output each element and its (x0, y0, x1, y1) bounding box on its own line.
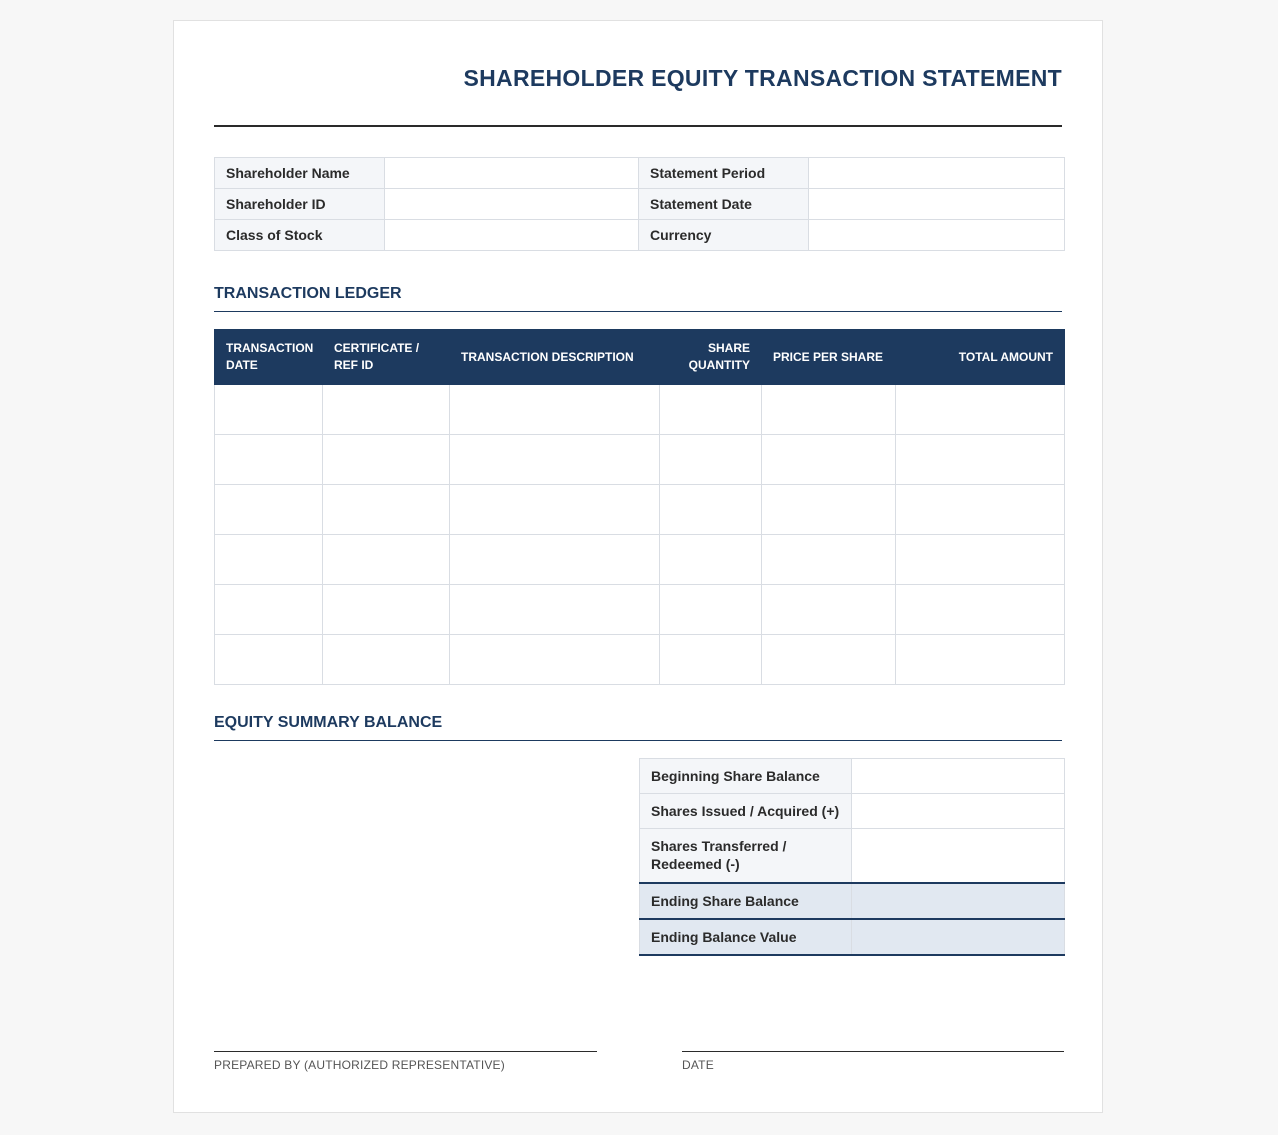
ledger-cell[interactable] (215, 435, 323, 485)
statement-page (173, 20, 1103, 1113)
ledger-cell[interactable] (762, 585, 896, 635)
info-row (215, 189, 1065, 220)
ledger-cell[interactable] (896, 585, 1065, 635)
shareholder-name-field[interactable] (385, 158, 639, 189)
column-header-transaction-date: TRANSACTION DATE (215, 330, 323, 385)
table-row (215, 485, 1065, 535)
currency-label: Currency (639, 220, 809, 251)
ledger-cell[interactable] (896, 535, 1065, 585)
ledger-cell[interactable] (762, 635, 896, 685)
ending-share-balance-field[interactable] (852, 883, 1065, 919)
class-of-stock-field[interactable] (385, 220, 639, 251)
date-signature-line[interactable]: DATE (682, 1051, 1064, 1072)
ledger-cell[interactable] (215, 535, 323, 585)
ledger-cell[interactable] (215, 585, 323, 635)
summary-row (640, 829, 1065, 883)
ledger-cell[interactable] (896, 435, 1065, 485)
shareholder-id-field[interactable] (385, 189, 639, 220)
transaction-ledger-heading: TRANSACTION LEDGER (214, 285, 1062, 312)
ledger-cell[interactable] (450, 435, 660, 485)
table-row (215, 535, 1065, 585)
ledger-cell[interactable] (762, 385, 896, 435)
ledger-cell[interactable] (450, 485, 660, 535)
ledger-cell[interactable] (323, 535, 450, 585)
summary-total-row (640, 919, 1065, 955)
ledger-cell[interactable] (215, 385, 323, 435)
ledger-cell[interactable] (323, 485, 450, 535)
shareholder-info-table (214, 157, 1065, 251)
class-of-stock-label: Class of Stock (215, 220, 385, 251)
title-divider (214, 125, 1062, 127)
column-header-price-per-share: PRICE PER SHARE (762, 330, 896, 385)
document-title: SHAREHOLDER EQUITY TRANSACTION STATEMENT (463, 65, 1062, 91)
summary-row (640, 794, 1065, 829)
currency-field[interactable] (809, 220, 1065, 251)
column-header-total-amount: TOTAL AMOUNT (896, 330, 1065, 385)
shareholder-name-label: Shareholder Name (215, 158, 385, 189)
ledger-cell[interactable] (896, 385, 1065, 435)
ending-balance-value-label: Ending Balance Value (640, 919, 852, 955)
beginning-share-balance-label: Beginning Share Balance (640, 759, 852, 794)
ledger-cell[interactable] (896, 635, 1065, 685)
equity-summary-table (639, 758, 1065, 956)
table-row (215, 385, 1065, 435)
transaction-ledger-table (214, 329, 1065, 685)
ledger-cell[interactable] (660, 485, 762, 535)
table-row (215, 635, 1065, 685)
ledger-cell[interactable] (660, 385, 762, 435)
ledger-cell[interactable] (660, 435, 762, 485)
statement-period-label: Statement Period (639, 158, 809, 189)
ledger-cell[interactable] (323, 385, 450, 435)
ledger-cell[interactable] (450, 385, 660, 435)
table-row (215, 585, 1065, 635)
column-header-transaction-description: TRANSACTION DESCRIPTION (450, 330, 660, 385)
ledger-cell[interactable] (660, 585, 762, 635)
summary-row (640, 759, 1065, 794)
ledger-cell[interactable] (323, 585, 450, 635)
shares-transferred-field[interactable] (852, 829, 1065, 883)
shares-issued-label: Shares Issued / Acquired (+) (640, 794, 852, 829)
column-header-share-quantity: SHARE QUANTITY (660, 330, 762, 385)
statement-date-field[interactable] (809, 189, 1065, 220)
ledger-cell[interactable] (323, 435, 450, 485)
ledger-cell[interactable] (450, 535, 660, 585)
summary-total-row (640, 883, 1065, 919)
shares-issued-field[interactable] (852, 794, 1065, 829)
ledger-cell[interactable] (215, 485, 323, 535)
ledger-cell[interactable] (762, 485, 896, 535)
column-header-certificate-ref-id: CERTIFICATE / REF ID (323, 330, 450, 385)
ending-share-balance-label: Ending Share Balance (640, 883, 852, 919)
info-row (215, 220, 1065, 251)
ledger-cell[interactable] (660, 635, 762, 685)
beginning-share-balance-field[interactable] (852, 759, 1065, 794)
ledger-cell[interactable] (896, 485, 1065, 535)
table-row (215, 435, 1065, 485)
ledger-cell[interactable] (660, 535, 762, 585)
shareholder-id-label: Shareholder ID (215, 189, 385, 220)
ledger-cell[interactable] (450, 635, 660, 685)
prepared-by-signature-line[interactable]: PREPARED BY (AUTHORIZED REPRESENTATIVE) (214, 1051, 597, 1072)
ledger-cell[interactable] (762, 535, 896, 585)
info-row (215, 158, 1065, 189)
ending-balance-value-field[interactable] (852, 919, 1065, 955)
shares-transferred-label: Shares Transferred / Redeemed (-) (640, 829, 852, 883)
ledger-cell[interactable] (323, 635, 450, 685)
ledger-header-row (215, 330, 1065, 385)
statement-date-label: Statement Date (639, 189, 809, 220)
ledger-cell[interactable] (450, 585, 660, 635)
ledger-cell[interactable] (762, 435, 896, 485)
ledger-cell[interactable] (215, 635, 323, 685)
statement-period-field[interactable] (809, 158, 1065, 189)
equity-summary-heading: EQUITY SUMMARY BALANCE (214, 714, 1062, 741)
